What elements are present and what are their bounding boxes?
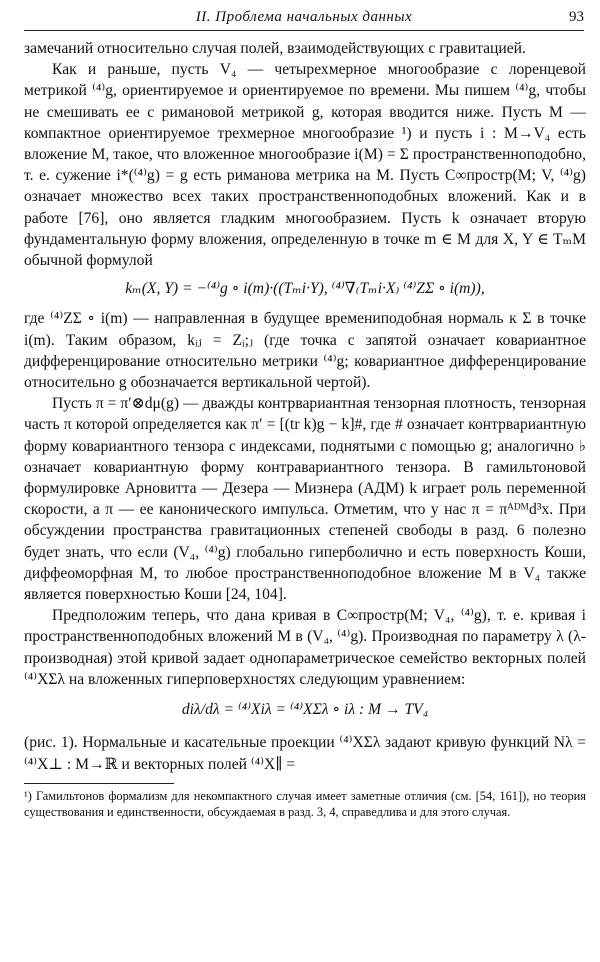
paragraph-embedding: Как и раньше, пусть V₄ — четырехмерное многообразие с лоренцевой метрикой ⁽⁴⁾g, ориентируемое и ориентируемое по времени. Мы пишем ⁽⁴⁾g, чтобы не смешивать ее с римановой метрикой g, которая вводится ниже. Пусть M — компактное ориентируемое трехмерное многообразие ¹) и пусть i : M→V₄ есть вложение M, такое, что вложенное многообразие i(M) = Σ пространственноподобно, т. е. сужение i*(⁽⁴⁾g) = g есть риманова метрика на M. Пусть C∞простр(M; V, ⁽⁴⁾g) означает множество всех таких пространственноподобных вложений. Как и в работе [76], оно является гладким многообразием. Пусть k означает вторую фундаментальную форму вложения, определенную в точке m ∈ M для X, Y ∈ TₘM обычной формулой <box>24 61 586 270</box>
page-number: 93 <box>569 9 584 25</box>
paragraph-projections: (рис. 1). Нормальные и касательные проекции ⁽⁴⁾XΣλ задают кривую функций Nλ = ⁽⁴⁾X⊥ : M→ℝ и векторных полей ⁽⁴⁾X∥ = <box>24 734 586 773</box>
paragraph-curve: Предположим теперь, что дана кривая в C∞простр(M; V₄, ⁽⁴⁾g), т. е. кривая i пространственноподобных вложений M в (V₄, ⁽⁴⁾g). Производная по параметру λ (λ-производная) этой кривой задает однопараметрическое семейство векторных полей ⁽⁴⁾XΣλ на вложенных гиперповерхностях следующим уравнением: <box>24 607 586 688</box>
formula-derivative: diλ/dλ = ⁽⁴⁾Xiλ = ⁽⁴⁾XΣλ ∘ iλ : M → TV₄ <box>181 701 429 719</box>
formula-second-fundamental-form: kₘ(X, Y) = −⁽⁴⁾g ∘ i(m)·((Tₘi·Y), ⁽⁴⁾∇₍Tₘi·X₎ ⁽⁴⁾ZΣ ∘ i(m)), <box>125 280 485 298</box>
paragraph-continued: замечаний относительно случая полей, взаимодействующих с гравитацией. <box>24 40 526 57</box>
running-header <box>24 6 584 31</box>
paragraph-momentum: Пусть π = π′⊗dμ(g) — дважды контрвариантная тензорная плотность, тензорная часть π которой определяется как π′ = [(tr k)g − k]#, где # означает контрвариантную форму ковариантного тензора с индексами, поднятыми с помощью g; аналогично ♭ означает ковариантную форму контравариантного тензора. В гамильтоновой формулировке Арновитта — Дезера — Мизнера (АДМ) k играет роль переменной скорости, а π — ее канонического импульса. Отметим, что у нас π = πᴬᴰᴹd³x. При обсуждении пространства гравитационных степеней свободы в разд. 6 полезно будет знать, что если (V₄, ⁽⁴⁾g) глобально гиперболично и есть поверхность Коши, диффеоморфная M, то любое пространственноподобное вложение M в V₄ также является поверхностью Коши [24, 104]. <box>24 395 586 604</box>
page-body <box>24 38 586 820</box>
paragraph-normal: где ⁽⁴⁾ZΣ ∘ i(m) — направленная в будущее времениподобная нормаль к Σ в точке i(m). Таким образом, kᵢⱼ = Zᵢ;ⱼ (где точка с запятой означает ковариантное дифференцирование относительно метрики ⁽⁴⁾g; ковариантное дифференцирование относительно g обозначается вертикальной чертой). <box>24 310 586 392</box>
footnote-divider <box>24 783 174 784</box>
footnote: ¹) Гамильтонов формализм для некомпактного случая имеет заметные отличия (см. [54, 161]), но теория существования и единственности, обсуждаемая в разд. 3, 4, справедлива и для этого случая. <box>24 788 586 819</box>
header-title: II. Проблема начальных данных <box>195 9 413 25</box>
